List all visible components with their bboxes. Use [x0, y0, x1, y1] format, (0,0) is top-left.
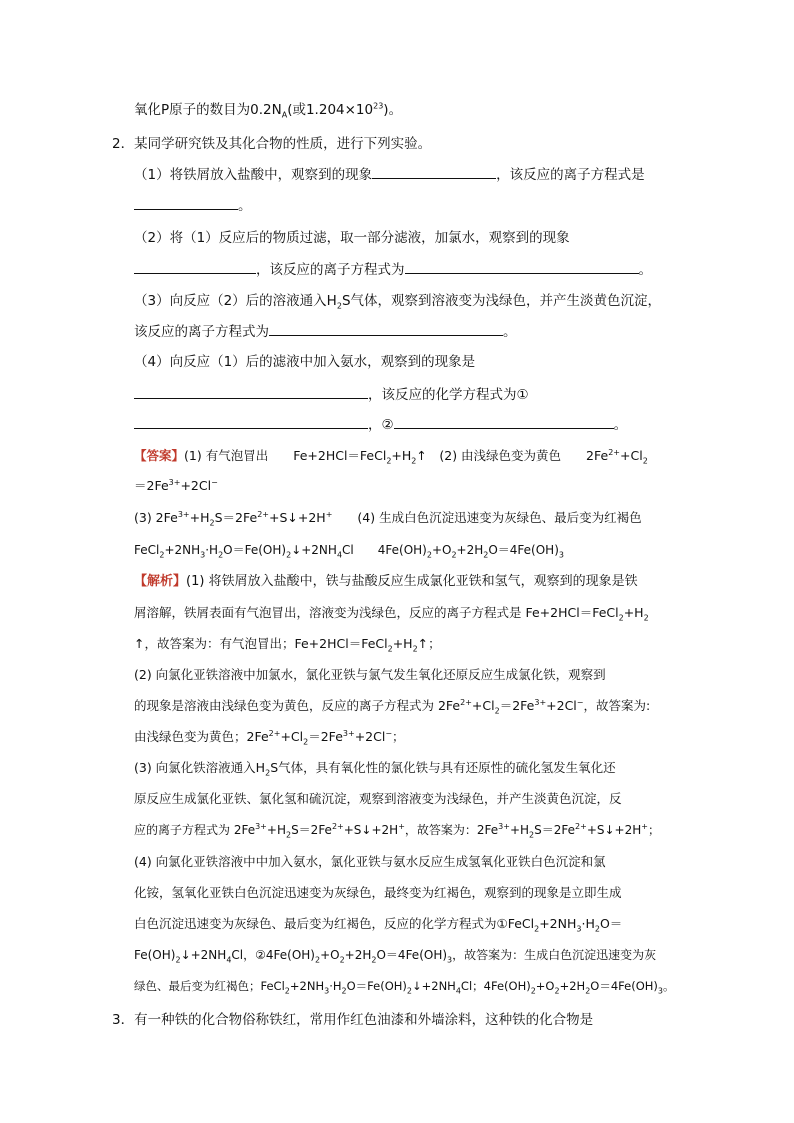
text: 某同学研究铁及其化合物的性质，进行下列实验。 [134, 136, 432, 152]
answer-blank[interactable] [269, 321, 503, 336]
text: O＝Fe(OH) [346, 979, 407, 993]
text: (2) 向氯化亚铁溶液中加氯水，氯化亚铁与氯气发生氧化还原反应生成氯化铁，观察到 [134, 667, 606, 682]
question-2-part-3 [134, 291, 661, 311]
text: +O [535, 979, 555, 993]
text: ，② [368, 417, 394, 433]
answer-line [134, 446, 648, 466]
subscript: 2 [411, 456, 417, 466]
text: S气体，观察到溶液变为浅绿色，并产生淡黄色沉淀， [341, 293, 662, 309]
explanation-line [134, 914, 622, 934]
text: (或1.204×10 [287, 102, 374, 118]
subscript: 2 [303, 737, 309, 747]
explanation-line [134, 945, 656, 965]
text: (4) 生成白色沉淀迅速变为灰绿色、最后变为红褐色 [332, 510, 642, 525]
text-line [134, 414, 627, 435]
subscript: 2 [412, 644, 418, 654]
answer-line [134, 540, 564, 560]
superscript: 3+ [342, 728, 355, 738]
text: +H [189, 510, 210, 525]
text: +2NH [539, 916, 577, 931]
explanation-label: 【解析】 [134, 574, 187, 589]
text: （4）向反应（1）后的滤液中加入氨水，观察到的现象是 [134, 354, 476, 370]
answer-blank[interactable] [405, 259, 639, 274]
text: +O [431, 543, 452, 557]
superscript: 2+ [608, 447, 620, 457]
answer-blank[interactable] [134, 384, 368, 399]
text: （3）向反应（2）后的溶液通入H [134, 293, 337, 309]
text: S＝2Fe [291, 823, 332, 837]
text: (3) 2Fe [134, 510, 178, 525]
text: 白色沉淀迅速变为灰绿色、最后变为红褐色，反应的化学方程式为①FeCl [134, 916, 535, 931]
text: （2）将（1）反应后的物质过滤，取一部分滤液，加氯水，观察到的现象 [134, 230, 570, 246]
text: S气体，具有氧化性的氯化铁与具有还原性的硫化氢发生氧化还 [270, 760, 616, 775]
subscript: 2 [530, 986, 536, 996]
explanation-line [134, 665, 606, 685]
explanation-line [134, 603, 649, 623]
superscript: 23 [373, 101, 384, 111]
text: Cl；4Fe(OH) [460, 979, 531, 993]
text: +2Cl [180, 478, 212, 493]
text: S＝2Fe [534, 823, 576, 837]
text: （1）将铁屑放入盐酸中，观察到的现象 [134, 167, 373, 183]
subscript: 2 [218, 550, 224, 560]
text: +Cl [471, 698, 495, 713]
text: +2H [559, 979, 586, 993]
superscript: 2+ [268, 728, 281, 738]
subscript: 3 [447, 955, 453, 965]
text: ，故答案为：生成白色沉淀迅速变为灰 [452, 948, 657, 962]
text: ·H [329, 979, 342, 993]
subscript: 2 [585, 986, 591, 996]
superscript: 3+ [534, 697, 547, 707]
text: ＝2Fe [308, 729, 343, 744]
subscript: 2 [642, 456, 648, 466]
subscript: 2 [387, 644, 393, 654]
text: 。 [503, 324, 517, 340]
text: ，故答案为: [583, 698, 651, 713]
text: 。 [638, 262, 652, 278]
question-number: 2． [112, 136, 135, 152]
text: O＝Fe(OH) [223, 543, 287, 557]
superscript: 3+ [498, 822, 510, 831]
answer-line [134, 508, 642, 528]
text: )。 [383, 102, 403, 118]
explanation-line [134, 572, 638, 592]
text: 由浅绿色变为黄色；2Fe [134, 729, 269, 744]
explanation-line [134, 789, 622, 809]
text: O＝4Fe(OH) [590, 979, 658, 993]
subscript: 2 [554, 986, 560, 996]
subscript: 2 [339, 955, 345, 965]
text: +Cl [280, 729, 304, 744]
text: 屑溶解，铁屑表面有气泡冒出，溶液变为浅绿色，反应的离子方程式是 Fe+2HCl＝FeCl [134, 605, 619, 620]
subscript: 3 [324, 986, 330, 996]
text: +S↓+2H [269, 510, 326, 525]
text: +O [320, 948, 340, 962]
text: ； [392, 729, 405, 744]
text: +H [509, 823, 530, 837]
explanation-line [134, 976, 674, 996]
subscript: 3 [657, 986, 663, 996]
text: +2NH [164, 543, 201, 557]
text: 。 [238, 198, 252, 214]
explanation-line [134, 852, 606, 872]
subscript: 2 [336, 301, 342, 311]
text-line [134, 195, 252, 216]
subscript: 2 [494, 706, 500, 716]
superscript: 2+ [575, 822, 587, 831]
text: ·H [581, 916, 595, 931]
text: ，该反应的离子方程式为 [256, 262, 405, 278]
subscript: 2 [386, 456, 392, 466]
text: 。 [662, 979, 675, 993]
text: O＝4Fe(OH) [376, 948, 448, 962]
superscript: + [641, 822, 648, 831]
text: 的现象是溶液由浅绿色变为黄色，反应的离子方程式为 2Fe [134, 698, 461, 713]
answer-blank[interactable] [394, 414, 614, 429]
text-line [134, 100, 402, 120]
subscript: 2 [483, 550, 489, 560]
text: +Cl [620, 448, 643, 463]
subscript: 4 [226, 955, 232, 965]
text: Fe(OH) [134, 948, 176, 962]
superscript: + [398, 822, 405, 831]
subscript: 2 [159, 550, 165, 560]
explanation-line [134, 727, 405, 747]
subscript: 2 [618, 613, 624, 623]
text: +2Cl [546, 698, 577, 713]
question-2-part-2 [134, 228, 570, 248]
text: ↓+2NH [180, 948, 227, 962]
superscript: 2+ [257, 509, 269, 519]
text: +2H [344, 948, 372, 962]
answer-label: 【答案】 [134, 448, 185, 463]
superscript: + [325, 509, 333, 519]
subscript: 2 [265, 768, 271, 778]
question-2-part-4 [134, 352, 475, 372]
subscript: 2 [285, 830, 292, 840]
text: +H [266, 823, 286, 837]
subscript: 2 [371, 955, 377, 965]
text: ↓+2NH [411, 979, 456, 993]
explanation-line [134, 758, 616, 778]
text: +2NH [289, 979, 325, 993]
text: ＝2Fe [499, 698, 535, 713]
text: +H [391, 448, 412, 463]
superscript: − [211, 477, 218, 487]
text: ↑ (2) 由浅绿色变为黄色 2Fe [416, 448, 609, 463]
text: 有一种铁的化合物俗称铁红，常用作红色油漆和外墙涂料，这种铁的化合物是 [134, 1012, 594, 1028]
text: 应的离子方程式为 2Fe [134, 823, 256, 837]
text: S＝2Fe [214, 510, 258, 525]
question-number: 3． [112, 1012, 135, 1028]
question-2-title [112, 134, 431, 154]
question-2-part-1 [134, 164, 645, 185]
text: (4) 向氯化亚铁溶液中中加入氨水，氯化亚铁与氨水反应生成氢氧化亚铁白色沉淀和氯 [134, 854, 606, 869]
answer-line [134, 476, 218, 496]
text: ·H [205, 543, 219, 557]
question-3 [112, 1010, 593, 1030]
text: ，该反应的化学方程式为① [368, 387, 529, 403]
subscript: 2 [426, 550, 432, 560]
text: (1) 有气泡冒出 Fe+2HCl＝FeCl [184, 448, 387, 463]
text: Cl，②4Fe(OH) [231, 948, 315, 962]
text: +H [392, 636, 413, 651]
subscript: 4 [455, 986, 461, 996]
explanation-line [134, 696, 650, 716]
text-line [134, 259, 652, 280]
subscript: 3 [200, 550, 206, 560]
subscript: 2 [209, 518, 215, 528]
text: (1) 将铁屑放入盐酸中，铁与盐酸反应生成氯化亚铁和氢气，观察到的现象是铁 [186, 574, 638, 589]
text: ＝2Fe [134, 478, 169, 493]
text: 该反应的离子方程式为 [134, 324, 269, 340]
text: +H [623, 605, 644, 620]
text: Cl 4Fe(OH) [342, 543, 427, 557]
superscript: 3+ [255, 822, 267, 831]
text: 氧化P原子的数目为0.2N [134, 102, 282, 118]
subscript: 2 [314, 955, 321, 965]
subscript: 2 [529, 830, 535, 840]
superscript: − [385, 728, 393, 738]
answer-blank[interactable] [134, 259, 256, 274]
subscript: 2 [451, 550, 457, 560]
subscript: 2 [594, 924, 600, 934]
text: ； [647, 823, 660, 837]
text: ↑，故答案为：有气泡冒出；Fe+2HCl＝FeCl [134, 636, 388, 651]
subscript: 2 [534, 924, 540, 934]
text: FeCl [134, 543, 160, 557]
text: ，该反应的离子方程式是 [496, 167, 645, 183]
subscript: 2 [284, 986, 290, 996]
text: 原反应生成氯化亚铁、氯化氢和硫沉淀，观察到溶液变为浅绿色，并产生淡黄色沉淀，反 [134, 791, 622, 806]
text: O＝4Fe(OH) [488, 543, 559, 557]
text-line [134, 384, 529, 405]
explanation-line [134, 820, 660, 840]
explanation-line [134, 634, 441, 654]
superscript: − [576, 697, 584, 707]
text: 。 [613, 417, 628, 433]
text: +S↓+2H [343, 823, 399, 837]
superscript: 3+ [177, 509, 190, 519]
subscript: 3 [558, 550, 564, 560]
text: +S↓+2H [586, 823, 642, 837]
subscript: A [281, 110, 288, 120]
superscript: 3+ [168, 477, 181, 487]
subscript: 4 [336, 550, 343, 560]
explanation-line [134, 883, 622, 903]
answer-blank[interactable] [134, 414, 368, 429]
subscript: 2 [175, 955, 181, 965]
subscript: 2 [286, 550, 292, 560]
text: 化铵，氢氧化亚铁白色沉淀迅速变为灰绿色，最终变为红褐色，观察到的现象是立即生成 [134, 885, 622, 900]
text: +2Cl [354, 729, 386, 744]
subscript: 2 [341, 986, 347, 996]
answer-blank[interactable] [134, 195, 238, 210]
text: (3) 向氯化铁溶液通入H [134, 760, 266, 775]
text: ↑； [417, 636, 441, 651]
text-line [134, 321, 517, 342]
text: ，故答案为：2Fe [404, 823, 499, 837]
text: 绿色、最后变为红褐色；FeCl [134, 979, 285, 993]
superscript: 2+ [460, 697, 472, 707]
superscript: 2+ [331, 822, 344, 831]
text: +2H [456, 543, 484, 557]
text: ↓+2NH [291, 543, 337, 557]
text: O＝ [599, 916, 623, 931]
subscript: 2 [406, 986, 412, 996]
subscript: 2 [643, 613, 649, 623]
answer-blank[interactable] [372, 164, 496, 179]
subscript: 3 [576, 924, 582, 934]
